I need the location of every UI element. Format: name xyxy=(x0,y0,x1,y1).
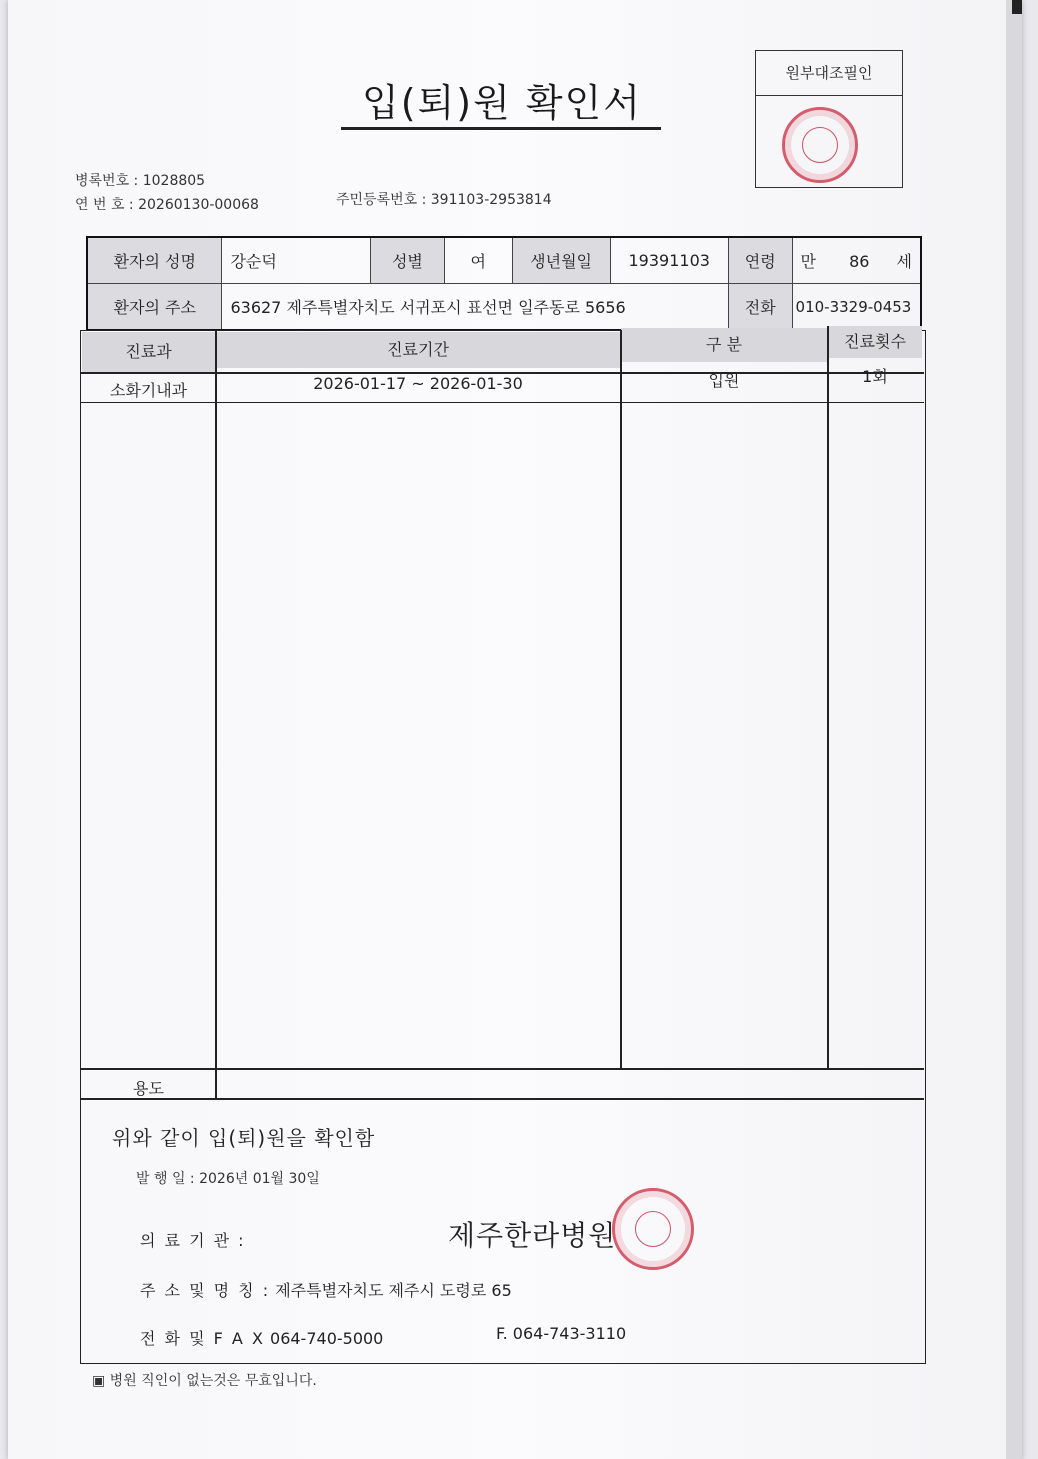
row-dept: 소화기내과 xyxy=(109,381,188,400)
tel-label: 전 화 및 F A X xyxy=(140,1329,265,1348)
title-underline xyxy=(341,127,661,130)
copy-seal-label: 원부대조필인 xyxy=(756,51,902,96)
hospital-seal-icon xyxy=(612,1188,694,1270)
row-period: 2026-01-17 ~ 2026-01-30 xyxy=(313,374,523,393)
sex-value: 여 xyxy=(444,237,512,284)
confirm-statement: 위와 같이 입(퇴)원을 확인함 xyxy=(112,1126,376,1150)
patient-address: 63627 제주특별자치도 서귀포시 표선면 일주동로 5656 xyxy=(222,284,728,331)
sex-label: 성별 xyxy=(371,237,445,284)
dob-label: 생년월일 xyxy=(512,237,610,284)
col-divider-3 xyxy=(827,326,829,1068)
record-number xyxy=(75,170,205,190)
patient-address-label: 환자의 주소 xyxy=(87,284,222,331)
age-prefix: 만 xyxy=(800,252,816,271)
hospital-seal-icon xyxy=(782,107,858,183)
institution-name: 제주한라병원 xyxy=(448,1219,617,1252)
copy-seal-box xyxy=(755,50,903,188)
resident-number-value: 391103-2953814 xyxy=(430,192,552,208)
col-divider-1 xyxy=(215,330,217,1098)
footer-note: ▣ 병원 직인이 없는것은 무효입니다. xyxy=(92,1373,317,1389)
record-number-value: 1028805 xyxy=(142,173,206,189)
patient-name: 강순덕 xyxy=(222,237,371,284)
fax-value: F. 064-743-3110 xyxy=(496,1324,627,1343)
row-divider xyxy=(80,402,924,403)
hospital-address-label: 주 소 및 명 칭 : xyxy=(140,1281,271,1300)
row-type: 입원 xyxy=(708,371,740,390)
record-number-label: 병록번호 : xyxy=(75,173,139,189)
header-visits: 진료횟수 xyxy=(828,326,922,358)
tel-row xyxy=(140,1326,383,1349)
issue-date: 2026년 01월 30일 xyxy=(199,1171,320,1187)
issue-date-row xyxy=(136,1168,320,1188)
phone-label: 전화 xyxy=(728,284,792,331)
address-row xyxy=(140,1278,512,1301)
serial-number-value: 20260130-00068 xyxy=(138,197,259,213)
page-edge xyxy=(1006,0,1022,1459)
header-period: 진료기간 xyxy=(216,332,620,368)
tel-value: 064-740-5000 xyxy=(270,1329,384,1348)
institution-label: 의 료 기 관 : xyxy=(140,1231,246,1250)
issue-date-label: 발 행 일 : xyxy=(136,1171,195,1187)
care-table xyxy=(80,330,926,1364)
purpose-label: 용도 xyxy=(133,1079,164,1098)
serial-number xyxy=(75,194,259,214)
patient-info-table xyxy=(86,236,922,331)
purpose-divider xyxy=(80,1068,924,1070)
hospital-address: 제주특별자치도 제주시 도령로 65 xyxy=(275,1281,512,1300)
resident-number-label: 주민등록번호 : xyxy=(336,192,427,208)
age-label: 연령 xyxy=(728,237,792,284)
row-visits: 1회 xyxy=(862,367,888,386)
document-title: 입(퇴)원 확인서 xyxy=(362,81,642,125)
phone-value: 010-3329-0453 xyxy=(792,284,921,331)
patient-name-label: 환자의 성명 xyxy=(87,237,222,284)
page-corner xyxy=(1012,0,1022,14)
serial-number-label: 연 번 호 : xyxy=(75,197,134,213)
header-type: 구 분 xyxy=(621,328,827,362)
dob-value: 19391103 xyxy=(610,237,728,284)
age-value: 86 xyxy=(849,252,870,271)
resident-number xyxy=(336,189,552,209)
header-dept: 진료과 xyxy=(82,332,215,372)
col-divider-2 xyxy=(620,330,622,1068)
age-suffix: 세 xyxy=(896,252,912,271)
document-page xyxy=(8,0,1022,1459)
age-cell xyxy=(792,237,921,284)
